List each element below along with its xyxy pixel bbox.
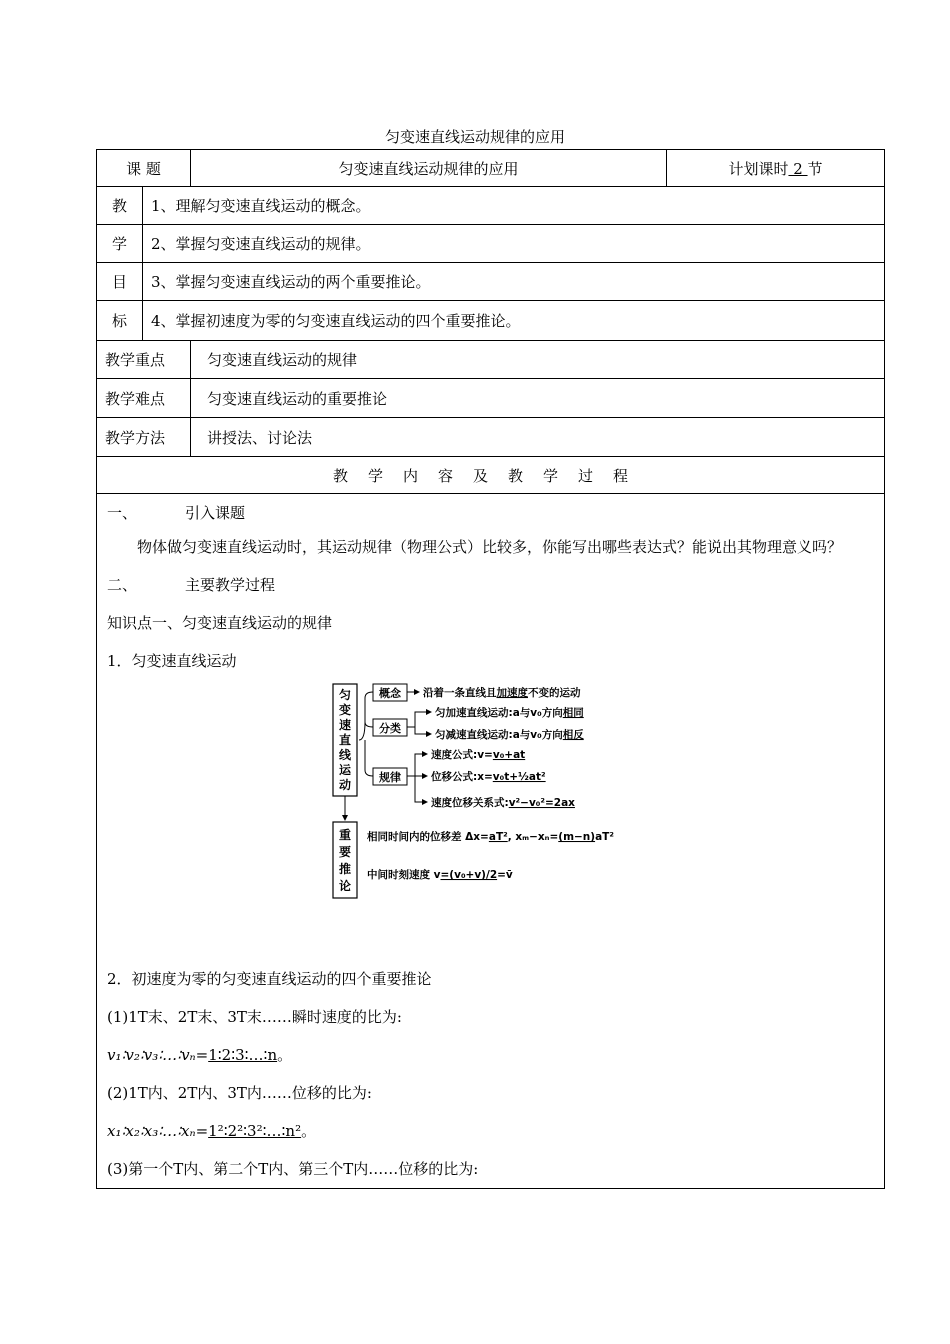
key-point-label: 教学重点	[97, 341, 191, 379]
velocity-displacement-formula: 速度位移关系式:v²−v₀²=2ax	[431, 797, 575, 809]
content-row	[97, 494, 885, 1189]
key-point-row	[97, 341, 885, 379]
formula-end: 。	[277, 1046, 293, 1064]
inference-one-formula	[107, 1036, 874, 1074]
inference-label: 重要推论	[338, 828, 352, 893]
concept-map	[107, 680, 874, 960]
formula-lhs: x₁∶x₂∶x₃∶…∶xₙ=	[107, 1122, 209, 1140]
section-number: 一、	[107, 504, 138, 522]
document-title: 匀变速直线运动规律的应用	[384, 128, 565, 146]
difficulty-value: 匀变速直线运动的重要推论	[191, 379, 885, 418]
concept-definition: 沿着一条直线且加速度不变的运动	[423, 687, 581, 699]
svg-text:概念: 概念	[379, 687, 401, 700]
main-topic-label: 匀变速直线运动	[338, 688, 352, 792]
objective-item: 1、理解匀变速直线运动的概念。	[143, 187, 885, 225]
method-value: 讲授法、讨论法	[191, 418, 885, 457]
formula-answer: 1²∶2²∶3²∶…∶n²	[208, 1122, 302, 1140]
displacement-formula: 位移公式:x=v₀t+½at²	[431, 771, 546, 783]
objective-row	[97, 225, 885, 263]
inference-one-text: (1)1T末、2T末、3T末……瞬时速度的比为:	[107, 1008, 402, 1026]
objective-item: 3、掌握匀变速直线运动的两个重要推论。	[143, 263, 885, 301]
velocity-formula: 速度公式:v=v₀+at	[431, 749, 526, 761]
lesson-plan-table	[96, 149, 885, 1189]
teaching-content	[97, 494, 885, 1189]
section-header-row	[97, 457, 885, 494]
hours-unit: 节	[807, 159, 823, 178]
formula-end: 。	[301, 1122, 317, 1140]
objectives-label-char: 目	[97, 263, 143, 301]
hours-label: 计划课时	[728, 159, 789, 178]
item-two-heading: 2．初速度为零的匀变速直线运动的四个重要推论	[107, 970, 432, 988]
objective-row	[97, 263, 885, 301]
displacement-difference: 相同时间内的位移差 Δx=aT², xₘ−xₙ=(m−n)aT²	[367, 831, 614, 843]
classify-decelerate: 匀减速直线运动:a与v₀方向相反	[435, 729, 584, 741]
topic-value: 匀变速直线运动规律的应用	[191, 150, 667, 187]
formula-lhs: v₁∶v₂∶v₃∶…∶vₙ=	[107, 1046, 209, 1064]
inference-three-text: (3)第一个T内、第二个T内、第三个T内……位移的比为:	[107, 1160, 479, 1178]
svg-text:分类: 分类	[379, 722, 401, 735]
objectives-label-char: 标	[97, 301, 143, 341]
objectives-label-char: 教	[97, 187, 143, 225]
section-number: 二、	[107, 576, 138, 594]
objective-item: 2、掌握匀变速直线运动的规律。	[143, 225, 885, 263]
objectives-label-char: 学	[97, 225, 143, 263]
difficulty-row	[97, 379, 885, 418]
section-title: 引入课题	[185, 504, 246, 522]
item-one-heading: 1．匀变速直线运动	[107, 652, 237, 670]
svg-text:规律: 规律	[379, 771, 401, 784]
formula-answer: 1∶2∶3∶…∶n	[208, 1046, 278, 1064]
key-point-value: 匀变速直线运动的规律	[191, 341, 885, 379]
inference-two-formula	[107, 1112, 874, 1150]
concept-map-figure	[329, 682, 629, 914]
knowledge-point-heading: 知识点一、匀变速直线运动的规律	[107, 614, 333, 632]
section-two-heading	[107, 566, 874, 604]
method-row	[97, 418, 885, 457]
mid-time-velocity: 中间时刻速度 v=(v₀+v)/2=v̄	[367, 869, 513, 881]
objective-item: 4、掌握初速度为零的匀变速直线运动的四个重要推论。	[143, 301, 885, 341]
objective-row	[97, 187, 885, 225]
hours-value: 2	[788, 159, 808, 178]
classify-accelerate: 匀加速直线运动:a与v₀方向相同	[435, 707, 584, 719]
header-row	[97, 150, 885, 187]
objective-row	[97, 301, 885, 341]
inference-two-text: (2)1T内、2T内、3T内……位移的比为:	[107, 1084, 372, 1102]
planned-hours	[667, 150, 885, 187]
intro-paragraph: 物体做匀变速直线运动时，其运动规律（物理公式）比较多，你能写出哪些表达式？能说出其物理意义吗？	[137, 538, 843, 556]
section-one-heading	[107, 498, 874, 528]
topic-label: 课 题	[97, 150, 191, 187]
section-header: 教学内容及教学过程	[97, 457, 885, 494]
method-label: 教学方法	[97, 418, 191, 457]
section-title: 主要教学过程	[185, 576, 276, 594]
difficulty-label: 教学难点	[97, 379, 191, 418]
brace-line	[359, 692, 373, 740]
